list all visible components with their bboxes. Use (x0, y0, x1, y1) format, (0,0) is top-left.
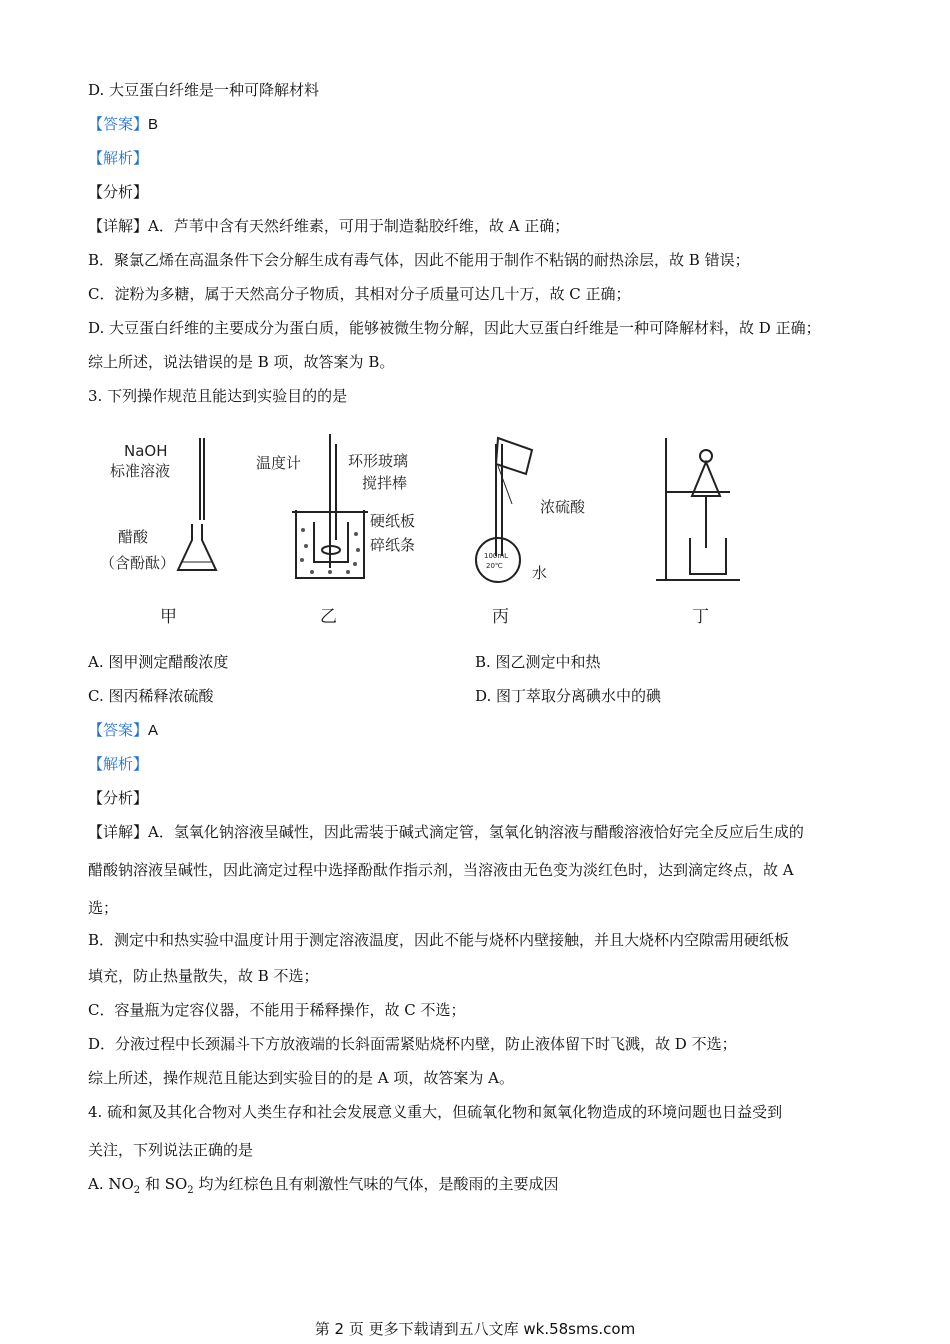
question-4-line2: 关注，下列说法正确的是 (88, 1141, 254, 1159)
detail-q2-summary: 综上所述，说法错误的是 B 项，故答案为 B。 (88, 353, 395, 371)
answer-q3: 【答案】A (88, 721, 159, 739)
fenxi-label-q2: 【分析】 (88, 183, 149, 201)
option-d-q3: D. 图丁萃取分离碘水中的碘 (475, 687, 662, 705)
option-b-q3: B. 图乙测定中和热 (475, 653, 601, 671)
label-standard-solution: 标准溶液 (110, 462, 171, 480)
detail-q3-summary: 综上所述，操作规范且能达到实验目的的是 A 项，故答案为 A。 (88, 1069, 514, 1087)
label-conc-sulfuric: 浓硫酸 (540, 498, 586, 516)
analysis-label-q3: 【解析】 (88, 755, 149, 773)
caption-yi: 乙 (320, 607, 337, 627)
caption-bing: 丙 (492, 607, 509, 627)
label-phenolphthalein: （含酚酞） (100, 554, 176, 572)
detail-q3-e: 填充，防止热量散失，故 B 不选； (88, 967, 319, 985)
figure-bing (476, 438, 532, 582)
figure-jia (178, 438, 216, 570)
label-naoh: NaOH (124, 442, 168, 460)
label-stirrer: 搅拌棒 (362, 474, 408, 492)
analysis-label-q2: 【解析】 (88, 149, 149, 167)
label-ring-glass: 环形玻璃 (348, 452, 409, 470)
label-paper-scraps: 碎纸条 (370, 536, 416, 554)
detail-q3-f: C．容量瓶为定容仪器，不能用于稀释操作，故 C 不选； (88, 1001, 466, 1019)
option-d-q2: D. 大豆蛋白纤维是一种可降解材料 (88, 81, 320, 99)
label-cardboard: 硬纸板 (370, 512, 416, 530)
label-water: 水 (532, 564, 548, 582)
detail-q3-b: 醋酸钠溶液呈碱性，因此滴定过程中选择酚酞作指示剂，当溶液由无色变为淡红色时，达到滴定终点，故 A (88, 861, 794, 879)
label-acetic-acid: 醋酸 (118, 528, 149, 546)
fenxi-label-q3: 【分析】 (88, 789, 149, 807)
option-c-q3: C. 图丙稀释浓硫酸 (88, 687, 214, 705)
question-4-line1: 4. 硫和氮及其化合物对人类生存和社会发展意义重大，但硫氧化物和氮氧化物造成的环境问题也日益受到 (88, 1103, 783, 1121)
caption-jia: 甲 (160, 607, 177, 627)
figure-ding (656, 438, 740, 580)
page-footer: 第 2 页 更多下载请到五八文库 wk.58sms.com (314, 1320, 636, 1338)
detail-q3-c: 选； (88, 899, 119, 917)
detail-q3-d: B．测定中和热实验中温度计用于测定溶液温度，因此不能与烧杯内壁接触，并且大烧杯内空隙需用硬纸板 (88, 931, 790, 949)
label-flask-temp: 20℃ (486, 562, 503, 570)
caption-ding: 丁 (692, 607, 709, 627)
answer-q2: 【答案】B (88, 115, 159, 133)
detail-q2-d: D. 大豆蛋白纤维的主要成分为蛋白质，能够被微生物分解，因此大豆蛋白纤维是一种可降解材料，故 D 正确； (88, 319, 821, 337)
detail-q2-a: 【详解】A．芦苇中含有天然纤维素，可用于制造黏胶纤维，故 A 正确； (88, 217, 570, 235)
detail-q3-a: 【详解】A．氢氧化钠溶液呈碱性，因此需装于碱式滴定管，氢氧化钠溶液与醋酸溶液恰好完全反应后生成的 (88, 823, 804, 841)
detail-q3-g: D．分液过程中长颈漏斗下方放液端的长斜面需紧贴烧杯内壁，防止液体留下时飞溅，故 D 不选； (88, 1035, 737, 1053)
detail-q2-c: C．淀粉为多糖，属于天然高分子物质，其相对分子质量可达几十万，故 C 正确； (88, 285, 631, 303)
label-flask-volume: 100mL (484, 552, 509, 560)
option-a-q4: A. $NO_2$ 和 $SO_2$ 均为红棕色且有刺激性气味的气体，是酸雨的主要成因 (88, 1175, 559, 1196)
option-a-q3: A. 图甲测定醋酸浓度 (88, 653, 229, 671)
label-thermometer: 温度计 (256, 454, 302, 472)
question-3: 3. 下列操作规范且能达到实验目的的是 (88, 387, 348, 405)
detail-q2-b: B．聚氯乙烯在高温条件下会分解生成有毒气体，因此不能用于制作不粘锅的耐热涂层，故 B 错误； (88, 251, 750, 269)
apparatus-figure (100, 430, 760, 635)
